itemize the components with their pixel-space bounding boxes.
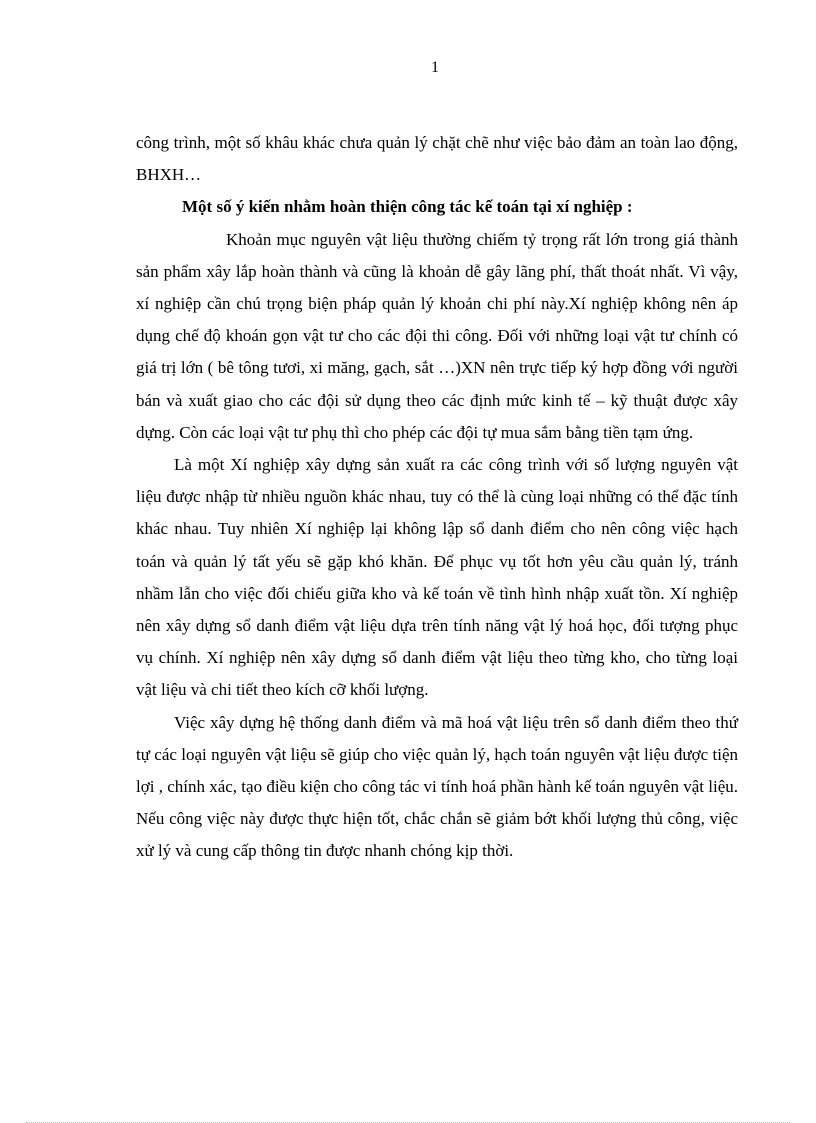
paragraph-continuation: công trình, một số khâu khác chưa quản lý chặt chẽ như việc bảo đảm an toàn lao động, BHXH… xyxy=(136,133,738,185)
paragraph-coding: Việc xây dựng hệ thống danh điểm và mã hoá vật liệu trên sổ danh điểm theo thứ tự các loại nguyên vật liệu sẽ giúp cho việc quản lý, hạch toán nguyên vật liệu được tiện lợi , chính xác, tạo điều kiện cho công tác vi tính hoá phần hành kế toán nguyên vật liệu. Nếu công việc này được thực hiện tốt, chắc chắn sẽ giảm bớt khối lượng thủ công, việc xử lý và cung cấp thông tin được nhanh chóng kịp thời. xyxy=(136,712,738,861)
paragraph-catalog: Là một Xí nghiệp xây dựng sản xuất ra các công trình với số lượng nguyên vật liệu được nhập từ nhiều nguồn khác nhau, tuy có thể là cùng loại những có thể đặc tính khác nhau. Tuy nhiên Xí nghiệp lại không lập sổ danh điểm cho nên công việc hạch toán và quản lý tất yếu sẽ gặp khó khăn. Để phục vụ tốt hơn yêu cầu quản lý, tránh nhầm lẫn cho việc đối chiếu giữa kho và kế toán về tình hình nhập xuất tồn. Xí nghiệp nên xây dựng sổ danh điểm vật liệu dựa trên tính năng vật lý hoá học, đối tượng phục vụ chính. Xí nghiệp nên xây dựng sổ danh điểm vật liệu theo từng kho, cho từng loại vật liệu và chi tiết theo kích cỡ khối lượng. xyxy=(136,455,738,700)
document-body xyxy=(136,127,738,868)
page-number: 1 xyxy=(431,59,439,76)
section-heading: Một số ý kiến nhằm hoàn thiện công tác kế toán tại xí nghiệp : xyxy=(182,197,633,217)
paragraph-materials: Khoản mục nguyên vật liệu thường chiếm tỷ trọng rất lớn trong giá thành sản phẩm xây lắp hoàn thành và cũng là khoản dễ gây lãng phí, thất thoát nhất. Vì vậy, xí nghiệp cần chú trọng biện pháp quản lý khoản chi phí này.Xí nghiệp không nên áp dụng chế độ khoán gọn vật tư cho các đội thi công. Đối với những loại vật tư chính có giá trị lớn ( bê tông tươi, xi măng, gạch, sắt …)XN nên trực tiếp ký hợp đồng với người bán và xuất giao cho các đội sử dụng theo các định mức kinh tế – kỹ thuật được xây dựng. Còn các loại vật tư phụ thì cho phép các đội tự mua sắm bằng tiền tạm ứng. xyxy=(136,229,738,442)
